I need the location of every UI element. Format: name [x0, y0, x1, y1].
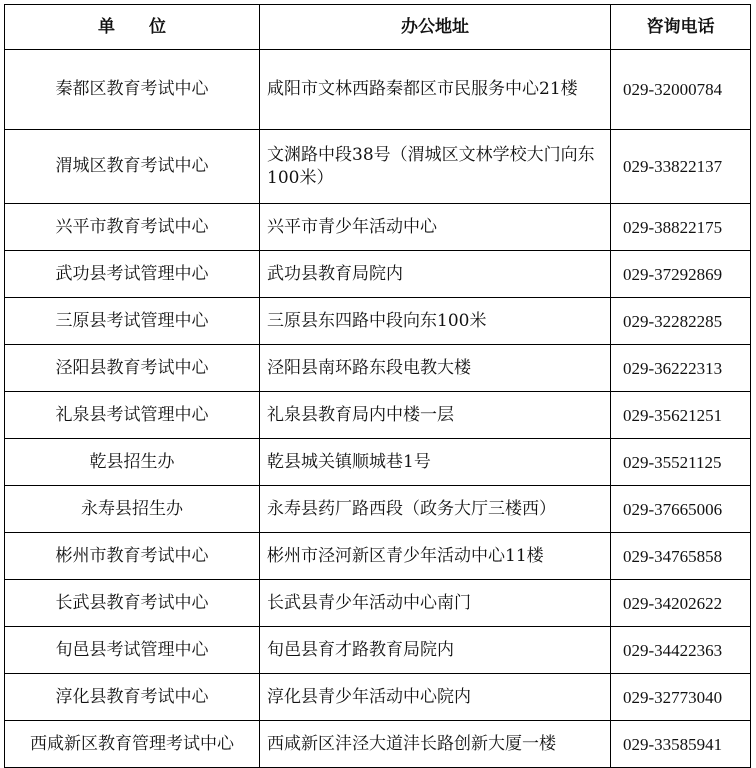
unit-cell: 乾县招生办	[5, 439, 260, 486]
phone-cell: 029-32000784	[611, 50, 751, 130]
address-cell: 武功县教育局院内	[260, 251, 611, 298]
phone-cell: 029-33585941	[611, 721, 751, 768]
table-row	[5, 627, 751, 674]
address-cell: 兴平市青少年活动中心	[260, 204, 611, 251]
unit-cell: 礼泉县考试管理中心	[5, 392, 260, 439]
address-cell: 三原县东四路中段向东100米	[260, 298, 611, 345]
phone-cell: 029-32282285	[611, 298, 751, 345]
table-row	[5, 345, 751, 392]
unit-cell: 彬州市教育考试中心	[5, 533, 260, 580]
table-row	[5, 392, 751, 439]
header-address: 办公地址	[260, 5, 611, 50]
address-cell: 旬邑县育才路教育局院内	[260, 627, 611, 674]
phone-cell: 029-32773040	[611, 674, 751, 721]
unit-cell: 西咸新区教育管理考试中心	[5, 721, 260, 768]
phone-cell: 029-34422363	[611, 627, 751, 674]
header-unit: 单 位	[5, 5, 260, 50]
table-row	[5, 674, 751, 721]
phone-cell: 029-34765858	[611, 533, 751, 580]
phone-cell: 029-34202622	[611, 580, 751, 627]
table-row	[5, 298, 751, 345]
address-cell: 咸阳市文林西路秦都区市民服务中心21楼	[260, 50, 611, 130]
unit-cell: 旬邑县考试管理中心	[5, 627, 260, 674]
unit-cell: 永寿县招生办	[5, 486, 260, 533]
phone-cell: 029-37292869	[611, 251, 751, 298]
table-row	[5, 439, 751, 486]
address-cell: 礼泉县教育局内中楼一层	[260, 392, 611, 439]
header-phone: 咨询电话	[611, 5, 751, 50]
address-cell: 文渊路中段38号（渭城区文林学校大门向东100米）	[260, 130, 611, 204]
phone-cell: 029-33822137	[611, 130, 751, 204]
table-row	[5, 486, 751, 533]
table-row	[5, 204, 751, 251]
phone-cell: 029-36222313	[611, 345, 751, 392]
address-cell: 西咸新区沣泾大道沣长路创新大厦一楼	[260, 721, 611, 768]
phone-cell: 029-35521125	[611, 439, 751, 486]
address-cell: 泾阳县南环路东段电教大楼	[260, 345, 611, 392]
table-row	[5, 251, 751, 298]
unit-cell: 渭城区教育考试中心	[5, 130, 260, 204]
unit-cell: 三原县考试管理中心	[5, 298, 260, 345]
phone-cell: 029-38822175	[611, 204, 751, 251]
table-row	[5, 130, 751, 204]
table-row	[5, 721, 751, 768]
phone-cell: 029-37665006	[611, 486, 751, 533]
address-cell: 长武县青少年活动中心南门	[260, 580, 611, 627]
phone-cell: 029-35621251	[611, 392, 751, 439]
unit-cell: 淳化县教育考试中心	[5, 674, 260, 721]
address-cell: 淳化县青少年活动中心院内	[260, 674, 611, 721]
unit-cell: 武功县考试管理中心	[5, 251, 260, 298]
unit-cell: 秦都区教育考试中心	[5, 50, 260, 130]
exam-office-table	[4, 4, 751, 768]
address-cell: 彬州市泾河新区青少年活动中心11楼	[260, 533, 611, 580]
address-cell: 乾县城关镇顺城巷1号	[260, 439, 611, 486]
unit-cell: 长武县教育考试中心	[5, 580, 260, 627]
table-row	[5, 50, 751, 130]
address-cell: 永寿县药厂路西段（政务大厅三楼西）	[260, 486, 611, 533]
unit-cell: 泾阳县教育考试中心	[5, 345, 260, 392]
table-row	[5, 533, 751, 580]
unit-cell: 兴平市教育考试中心	[5, 204, 260, 251]
header-row	[5, 5, 751, 50]
table-row	[5, 580, 751, 627]
